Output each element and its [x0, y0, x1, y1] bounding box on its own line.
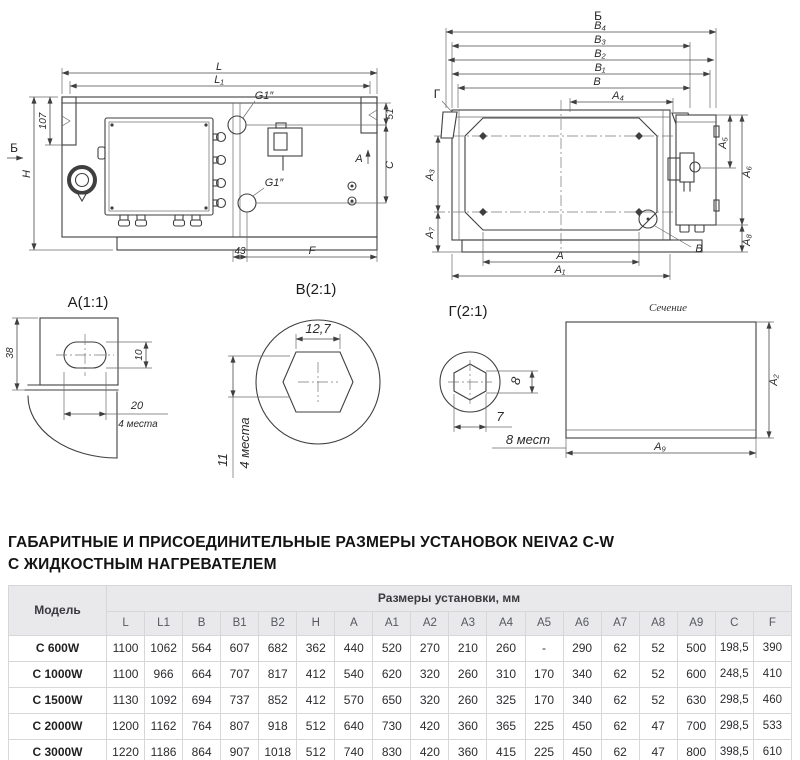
column-header: A5: [525, 611, 563, 635]
detail-g-drawing: [440, 303, 566, 448]
column-header: B2: [259, 611, 297, 635]
value-cell: 533: [753, 713, 791, 739]
value-cell: 52: [639, 635, 677, 661]
value-cell: 52: [639, 687, 677, 713]
dim-F: F: [308, 245, 316, 257]
value-cell: 62: [601, 661, 639, 687]
value-cell: 607: [221, 635, 259, 661]
table-row: [9, 635, 792, 661]
title-line2: С ЖИДКОСТНЫМ НАГРЕВАТЕЛЕМ: [8, 556, 277, 574]
dim-B: B: [593, 76, 601, 88]
model-column-header: Модель: [9, 585, 107, 635]
value-cell: 564: [183, 635, 221, 661]
control-box: [668, 115, 719, 232]
value-cell: 1062: [145, 635, 183, 661]
value-cell: 365: [487, 713, 525, 739]
value-cell: 460: [753, 687, 791, 713]
dim-51: 51: [385, 108, 396, 120]
value-cell: 450: [563, 713, 601, 739]
side-view-drawing: [7, 61, 396, 262]
value-cell: 47: [639, 713, 677, 739]
detail-a-title: А(1:1): [67, 294, 109, 311]
value-cell: 62: [601, 713, 639, 739]
dim-B3: B₃: [594, 34, 606, 46]
column-header: H: [297, 611, 335, 635]
table-row: [9, 661, 792, 687]
dim-A8: A₈: [741, 234, 753, 246]
value-cell: 412: [297, 687, 335, 713]
dimensions-table: [8, 585, 792, 760]
model-cell: C 1500W: [9, 687, 107, 713]
value-cell: 1162: [145, 713, 183, 739]
value-cell: 362: [297, 635, 335, 661]
value-cell: 966: [145, 661, 183, 687]
detail-g-title: Г(2:1): [448, 303, 488, 320]
value-cell: 360: [449, 739, 487, 760]
page-title: [8, 532, 792, 577]
front-view-drawing: [424, 9, 753, 280]
value-cell: 1092: [145, 687, 183, 713]
value-cell: 260: [449, 661, 487, 687]
value-cell: -: [525, 635, 563, 661]
value-cell: 664: [183, 661, 221, 687]
value-cell: 730: [373, 713, 411, 739]
value-cell: 325: [487, 687, 525, 713]
value-cell: 907: [221, 739, 259, 760]
value-cell: 62: [601, 635, 639, 661]
value-cell: 210: [449, 635, 487, 661]
value-cell: 520: [373, 635, 411, 661]
value-cell: 640: [335, 713, 373, 739]
detail-a-drawing: [5, 294, 168, 458]
dim-8: 8: [507, 375, 524, 387]
detail-b-drawing: [215, 281, 380, 478]
value-cell: 298,5: [715, 713, 753, 739]
dim-L: L: [215, 61, 223, 73]
value-cell: 1200: [107, 713, 145, 739]
value-cell: 450: [563, 739, 601, 760]
value-cell: 410: [753, 661, 791, 687]
value-cell: 225: [525, 713, 563, 739]
table-body: [9, 635, 792, 760]
column-header: A9: [677, 611, 715, 635]
dim-A7: A₇: [424, 227, 436, 239]
column-header: A8: [639, 611, 677, 635]
g1-connection-bottom: [238, 188, 386, 212]
value-cell: 694: [183, 687, 221, 713]
value-cell: 1220: [107, 739, 145, 760]
dim-C: C: [384, 161, 396, 169]
value-cell: 740: [335, 739, 373, 760]
dim-A5: A₅: [717, 137, 729, 149]
dim-A9: A₉: [654, 441, 666, 453]
value-cell: 512: [297, 739, 335, 760]
dim-g1-top: G1″: [254, 90, 274, 102]
value-cell: 918: [259, 713, 297, 739]
value-cell: 512: [297, 713, 335, 739]
value-cell: 260: [487, 635, 525, 661]
value-cell: 610: [753, 739, 791, 760]
round-flange: [69, 167, 95, 201]
column-header: A2: [411, 611, 449, 635]
column-header: A1: [373, 611, 411, 635]
drain-fittings: [348, 182, 356, 205]
dim-A3: A₃: [424, 169, 436, 181]
dim-12-7: 12,7: [305, 321, 331, 336]
value-cell: 62: [601, 739, 639, 760]
column-header: A6: [563, 611, 601, 635]
column-header: B1: [221, 611, 259, 635]
value-cell: 650: [373, 687, 411, 713]
value-cell: 764: [183, 713, 221, 739]
value-cell: 290: [563, 635, 601, 661]
value-cell: 420: [411, 713, 449, 739]
value-cell: 570: [335, 687, 373, 713]
column-header: A7: [601, 611, 639, 635]
value-cell: 198,5: [715, 635, 753, 661]
column-header: C: [715, 611, 753, 635]
section-title: Сечение: [648, 302, 688, 314]
value-cell: 298,5: [715, 687, 753, 713]
model-cell: C 600W: [9, 635, 107, 661]
model-cell: C 1000W: [9, 661, 107, 687]
dim-20: 20: [130, 400, 144, 412]
dim-B-callout: B: [695, 243, 703, 255]
table-row: [9, 713, 792, 739]
model-cell: C 3000W: [9, 739, 107, 760]
value-cell: 398,5: [715, 739, 753, 760]
value-cell: 1018: [259, 739, 297, 760]
detail-g-callout: Г: [433, 87, 441, 101]
value-cell: 800: [677, 739, 715, 760]
value-cell: 340: [563, 687, 601, 713]
value-cell: 47: [639, 739, 677, 760]
column-header: L: [107, 611, 145, 635]
value-cell: 864: [183, 739, 221, 760]
value-cell: 440: [335, 635, 373, 661]
value-cell: 1186: [145, 739, 183, 760]
dim-L1: L₁: [214, 74, 224, 86]
dim-g1-bottom: G1″: [264, 177, 284, 189]
electrical-box: [98, 118, 226, 226]
value-cell: 682: [259, 635, 297, 661]
value-cell: 310: [487, 661, 525, 687]
value-cell: 1130: [107, 687, 145, 713]
lifting-lug-left: [441, 112, 457, 138]
value-cell: 52: [639, 661, 677, 687]
dim-107: 107: [38, 112, 49, 130]
value-cell: 320: [411, 687, 449, 713]
value-cell: 540: [335, 661, 373, 687]
dim-B1: B₁: [594, 62, 606, 74]
title-line1: ГАБАРИТНЫЕ И ПРИСОЕДИНИТЕЛЬНЫЕ РАЗМЕРЫ УСТАНОВОК NEIVA2 C-W: [8, 534, 615, 551]
value-cell: 248,5: [715, 661, 753, 687]
value-cell: 340: [563, 661, 601, 687]
value-cell: 420: [411, 739, 449, 760]
detail-a-places: 4 места: [118, 419, 158, 430]
value-cell: 260: [449, 687, 487, 713]
value-cell: 500: [677, 635, 715, 661]
dim-38: 38: [5, 347, 16, 359]
value-cell: 620: [373, 661, 411, 687]
table-row: [9, 739, 792, 760]
dim-A-callout: A: [355, 153, 363, 165]
detail-b-title: В(2:1): [295, 281, 337, 298]
dim-A: A: [556, 250, 564, 262]
value-cell: 817: [259, 661, 297, 687]
cable-glands-bottom: [119, 215, 202, 226]
value-cell: 390: [753, 635, 791, 661]
dim-A1: A₁: [554, 264, 566, 276]
value-cell: 852: [259, 687, 297, 713]
value-cell: 320: [411, 661, 449, 687]
view-arrow-label: Б: [10, 141, 18, 155]
dim-A4: A₄: [612, 90, 624, 102]
dim-B4: B₄: [594, 20, 606, 32]
table-group-header-row: [9, 585, 792, 611]
dim-10: 10: [134, 349, 145, 361]
value-cell: 830: [373, 739, 411, 760]
value-cell: 600: [677, 661, 715, 687]
cable-glands-side: [213, 133, 226, 208]
column-header: L1: [145, 611, 183, 635]
value-cell: 270: [411, 635, 449, 661]
value-cell: 630: [677, 687, 715, 713]
value-cell: 360: [449, 713, 487, 739]
section-drawing: [566, 302, 780, 458]
value-cell: 1100: [107, 661, 145, 687]
model-cell: C 2000W: [9, 713, 107, 739]
dim-B2: B₂: [594, 48, 606, 60]
dim-A2: A₂: [768, 374, 780, 386]
dim-7: 7: [496, 409, 504, 424]
group-header: Размеры установки, мм: [107, 585, 792, 611]
dim-H: H: [21, 170, 33, 178]
detail-b-places: 4 места: [237, 417, 252, 469]
view-title: Б: [594, 9, 602, 23]
table-subheader-row: [9, 611, 792, 635]
value-cell: 170: [525, 661, 563, 687]
detail-g-places: 8 мест: [505, 432, 551, 447]
g1-connection-top: [228, 101, 386, 134]
column-header: A3: [449, 611, 487, 635]
column-header: A4: [487, 611, 525, 635]
column-header: B: [183, 611, 221, 635]
pressure-switch: [268, 123, 302, 170]
value-cell: 170: [525, 687, 563, 713]
dim-A6: A₆: [741, 166, 753, 178]
column-header: F: [753, 611, 791, 635]
value-cell: 1100: [107, 635, 145, 661]
dim-43: 43: [234, 246, 246, 257]
value-cell: 707: [221, 661, 259, 687]
dim-11: 11: [215, 453, 230, 467]
value-cell: 415: [487, 739, 525, 760]
value-cell: 225: [525, 739, 563, 760]
value-cell: 737: [221, 687, 259, 713]
value-cell: 807: [221, 713, 259, 739]
value-cell: 412: [297, 661, 335, 687]
value-cell: 62: [601, 687, 639, 713]
value-cell: 700: [677, 713, 715, 739]
table-row: [9, 687, 792, 713]
column-header: A: [335, 611, 373, 635]
